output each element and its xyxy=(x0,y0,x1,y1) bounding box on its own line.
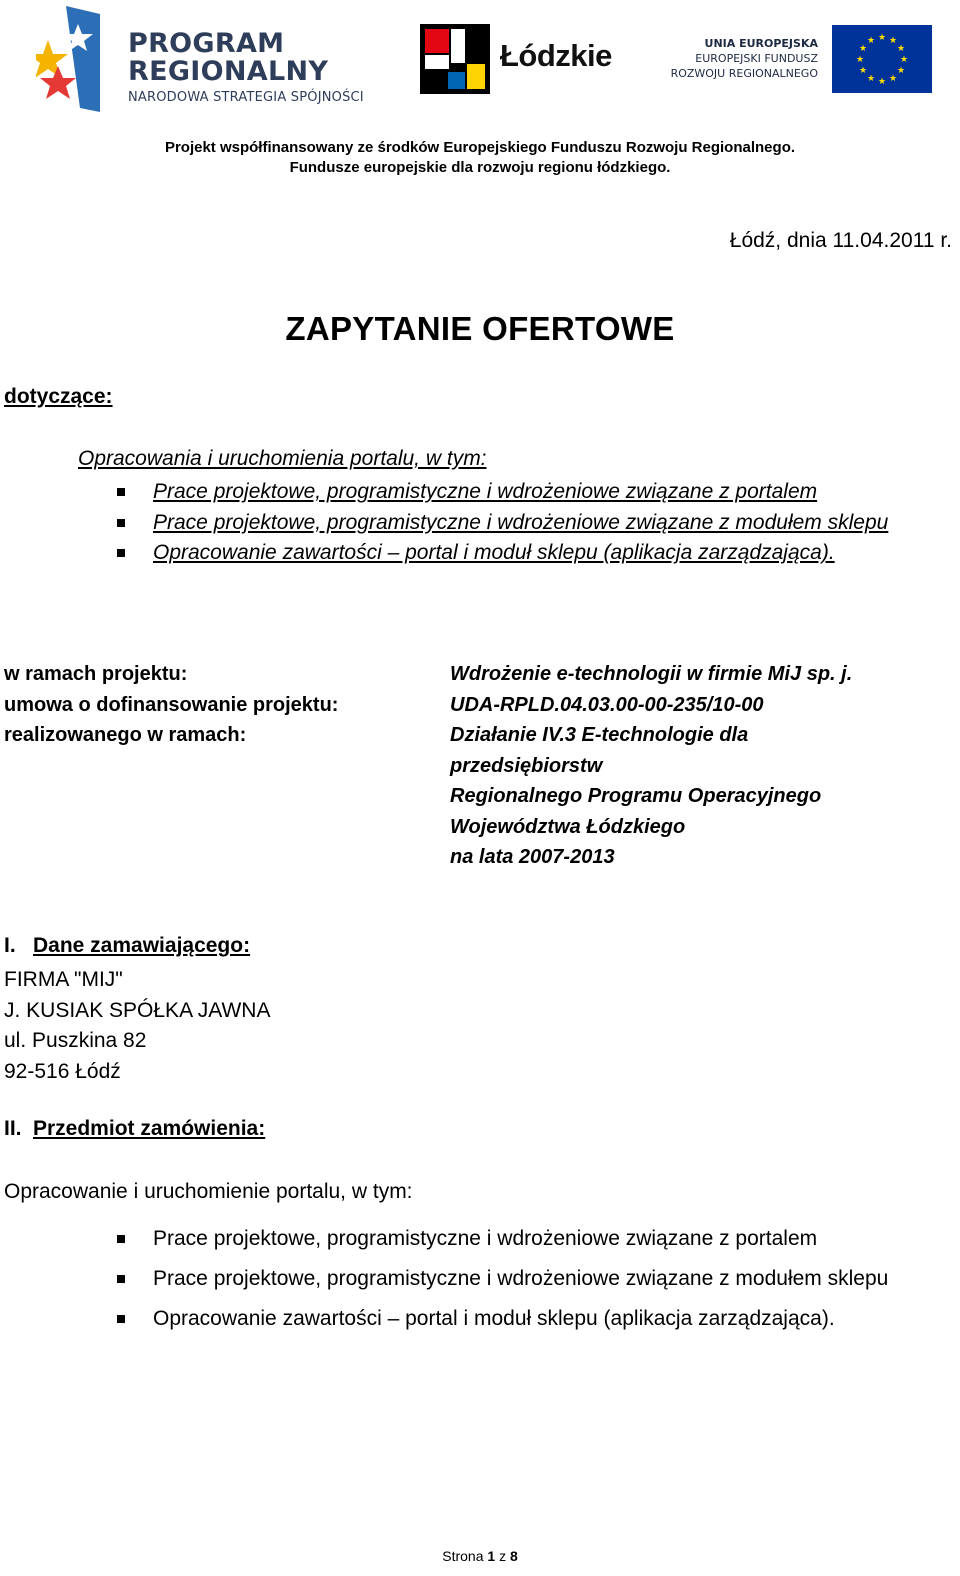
svg-text:★: ★ xyxy=(858,66,868,76)
square-bullet-icon xyxy=(117,519,125,527)
list-item xyxy=(153,508,923,539)
square-bullet-icon xyxy=(117,549,125,557)
svg-text:★: ★ xyxy=(899,55,909,65)
list-item-text: Prace projektowe, programistyczne i wdrożeniowe związane z modułem sklepu xyxy=(153,510,889,534)
cofunding-note-line-2: Fundusze europejskie dla rozwoju regionu łódzkiego. xyxy=(289,159,671,176)
svg-text:★: ★ xyxy=(858,44,868,54)
project-value: UDA-RPLD.04.03.00-00-235/10-00 xyxy=(450,693,764,716)
page-footer xyxy=(0,1548,960,1564)
program-regionalny-logo xyxy=(36,4,376,114)
project-value: przedsiębiorstw xyxy=(450,754,603,777)
project-label: umowa o dofinansowanie projektu: xyxy=(4,693,339,716)
list-item xyxy=(153,477,923,508)
address-line: ul. Puszkina 82 xyxy=(4,1029,147,1052)
section-heading: Dane zamawiającego: xyxy=(33,934,251,957)
lodzkie-emblem-icon xyxy=(420,24,490,94)
svg-text:★: ★ xyxy=(877,33,887,43)
logo-line-program: PROGRAM xyxy=(128,28,285,59)
footer-page: 1 xyxy=(487,1548,496,1564)
svg-text:★: ★ xyxy=(888,74,898,84)
project-label: realizowanego w ramach: xyxy=(4,724,247,746)
square-bullet-icon xyxy=(117,488,125,496)
footer-prefix: Strona xyxy=(442,1548,484,1564)
section-heading: Przedmiot zamówienia: xyxy=(33,1117,266,1140)
address-line: FIRMA "MIJ" xyxy=(4,968,123,991)
address-line: J. KUSIAK SPÓŁKA JAWNA xyxy=(4,998,271,1022)
svg-text:★: ★ xyxy=(866,36,876,46)
ordering-party-address xyxy=(4,965,270,1087)
eu-line-3: ROZWOJU REGIONALNEGO xyxy=(670,67,818,80)
list-item xyxy=(153,1219,923,1259)
square-bullet-icon xyxy=(117,1315,125,1323)
section-number: I. xyxy=(4,934,16,957)
lodzkie-logo xyxy=(420,24,620,94)
intro-plain: Opracowanie i uruchomienie portalu, w tym: xyxy=(4,1180,413,1203)
svg-text:★: ★ xyxy=(896,44,906,54)
concerning-label: dotyczące: xyxy=(4,385,113,408)
star-emblem-icon xyxy=(36,4,116,114)
document-title: ZAPYTANIE OFERTOWE xyxy=(285,310,675,347)
project-label: w ramach projektu: xyxy=(4,663,188,685)
italic-scope-list xyxy=(153,477,923,569)
list-item-text: Opracowanie zawartości – portal i moduł sklepu (aplikacja zarządzająca). xyxy=(153,541,835,564)
list-item xyxy=(153,538,923,569)
logo-line-strategy: NARODOWA STRATEGIA SPÓJNOŚCI xyxy=(128,90,364,105)
list-item-text: Prace projektowe, programistyczne i wdrożeniowe związane z modułem sklepu xyxy=(153,1267,889,1290)
section-number: II. xyxy=(4,1117,22,1140)
project-value: Regionalnego Programu Operacyjnego xyxy=(450,785,822,807)
footer-total: 8 xyxy=(509,1548,518,1564)
footer-sep: z xyxy=(499,1548,507,1564)
intro-italic: Opracowania i uruchomienia portalu, w tym: xyxy=(78,447,487,470)
project-value: na lata 2007-2013 xyxy=(450,846,615,868)
project-value: Województwa Łódzkiego xyxy=(450,815,686,838)
section-subject xyxy=(4,1117,265,1141)
eu-line-1: UNIA EUROPEJSKA xyxy=(704,37,818,50)
plain-scope-list xyxy=(153,1219,923,1339)
svg-text:★: ★ xyxy=(866,74,876,84)
svg-text:★: ★ xyxy=(877,77,887,87)
lodzkie-wordmark: Łódzkie xyxy=(500,38,612,73)
svg-text:★: ★ xyxy=(888,36,898,46)
list-item xyxy=(153,1259,923,1299)
svg-text:★: ★ xyxy=(896,66,906,76)
project-value: Działanie IV.3 E-technologie dla xyxy=(450,724,749,746)
eu-logo xyxy=(665,24,935,94)
logo-line-regionalny: REGIONALNY xyxy=(128,56,329,87)
document-date: Łódź, dnia 11.04.2011 r. xyxy=(729,229,952,252)
list-item-text: Opracowanie zawartości – portal i moduł sklepu (aplikacja zarządzająca). xyxy=(153,1307,835,1330)
square-bullet-icon xyxy=(117,1275,125,1283)
eu-flag-icon xyxy=(832,25,932,93)
project-values xyxy=(450,659,950,873)
project-labels xyxy=(4,659,338,751)
address-line: 92-516 Łódź xyxy=(4,1059,121,1083)
list-item xyxy=(153,1299,923,1339)
cofunding-note-line-1: Projekt współfinansowany ze środków Europejskiego Funduszu Rozwoju Regionalnego. xyxy=(164,139,796,156)
section-ordering-party xyxy=(4,934,250,958)
project-value: Wdrożenie e-technologii w firmie MiJ sp. j. xyxy=(450,663,853,685)
square-bullet-icon xyxy=(117,1235,125,1243)
list-item-text: Prace projektowe, programistyczne i wdrożeniowe związane z portalem xyxy=(153,480,818,503)
svg-text:★: ★ xyxy=(855,55,865,65)
list-item-text: Prace projektowe, programistyczne i wdrożeniowe związane z portalem xyxy=(153,1227,818,1250)
eu-line-2: EUROPEJSKI FUNDUSZ xyxy=(695,52,818,65)
